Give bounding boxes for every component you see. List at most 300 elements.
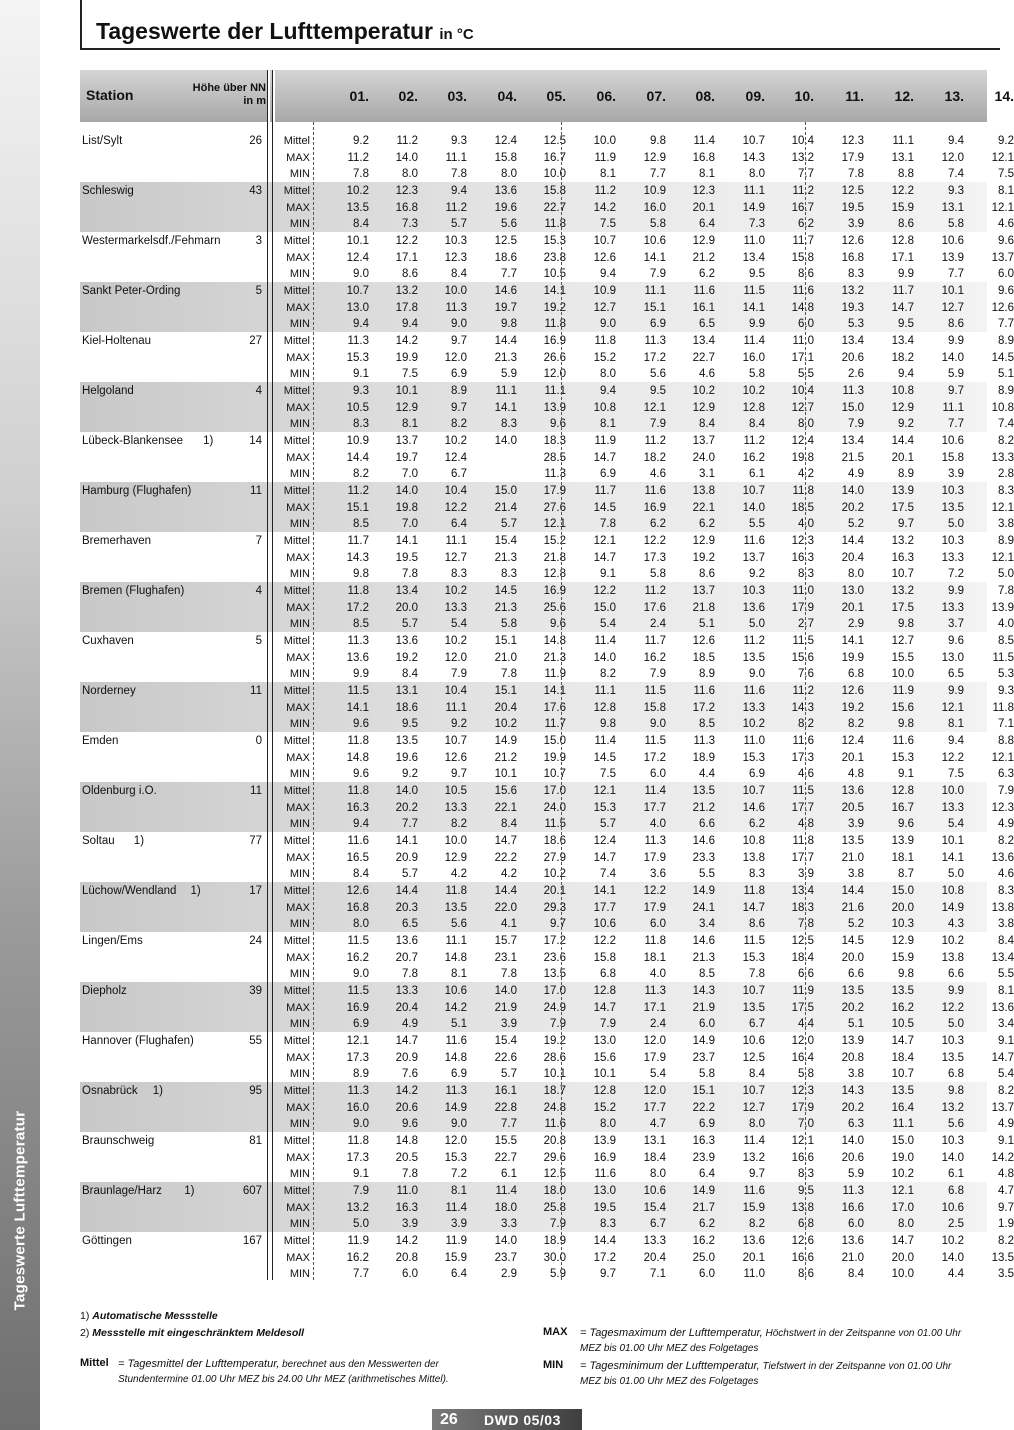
temperature-cell: 18.1	[643, 951, 666, 964]
temperature-cell: 16.6	[791, 1251, 814, 1264]
temperature-cell: 22.1	[494, 801, 517, 814]
temperature-cell: 13.6	[742, 601, 765, 614]
temperature-cell: 5.0	[353, 1218, 369, 1230]
table-row	[80, 1083, 1014, 1099]
temperature-cell: 22.1	[692, 501, 715, 514]
station-block	[80, 132, 1014, 182]
temperature-cell: 10.3	[742, 585, 765, 597]
temperature-cell: 11.8	[992, 701, 1014, 714]
temperature-cell: 7.2	[948, 568, 964, 580]
temperature-cell: 7.9	[848, 418, 864, 430]
temperature-cell: 25.0	[692, 1251, 715, 1264]
temperature-cell: 5.5	[998, 968, 1014, 980]
temperature-cell: 9.4	[402, 318, 418, 330]
row-label: Mittel	[283, 585, 310, 597]
temperature-cell: 12.0	[444, 351, 467, 364]
temperature-cell: 7.7	[501, 1118, 517, 1130]
temperature-cell: 8.2	[998, 1235, 1014, 1247]
temperature-cell: 14.5	[593, 751, 616, 764]
temperature-cell: 20.1	[841, 601, 864, 614]
temperature-cell: 14.8	[444, 951, 467, 964]
temperature-cell: 16.7	[791, 201, 814, 214]
temperature-cell: 12.4	[444, 451, 467, 464]
temperature-cell: 14.3	[346, 551, 369, 564]
table-row	[80, 283, 1014, 299]
temperature-cell: 11.8	[347, 735, 369, 747]
station-block	[80, 1182, 1014, 1232]
temperature-cell: 13.7	[991, 251, 1014, 264]
temperature-cell: 2.7	[798, 618, 814, 630]
temperature-cell: 9.0	[353, 268, 369, 280]
temperature-cell: 13.5	[692, 785, 715, 797]
temperature-cell: 11.2	[396, 135, 418, 147]
row-label: MIN	[289, 1168, 310, 1180]
temperature-cell: 24.9	[543, 1001, 566, 1014]
temperature-cell: 14.5	[494, 585, 517, 597]
temperature-cell: 12.1	[991, 751, 1014, 764]
temperature-cell: 19.7	[395, 451, 418, 464]
row-label: MIN	[289, 1018, 310, 1030]
temperature-cell: 11.3	[842, 1185, 864, 1197]
temperature-cell: 14.8	[444, 1051, 467, 1064]
row-label: MIN	[289, 968, 310, 980]
temperature-cell: 14.1	[395, 835, 418, 847]
temperature-cell: 13.9	[593, 1135, 616, 1147]
temperature-cell: 12.4	[841, 735, 864, 747]
temperature-cell: 11.3	[544, 468, 566, 480]
temperature-cell: 19.5	[395, 551, 418, 564]
temperature-cell: 21.9	[692, 1001, 715, 1014]
temperature-cell: 8.7	[898, 868, 914, 880]
temperature-cell: 16.9	[543, 585, 566, 597]
temperature-cell: 4.9	[402, 1018, 418, 1030]
temperature-cell: 10.7	[444, 735, 467, 747]
temperature-cell: 16.2	[346, 1251, 369, 1264]
temperature-cell: 10.6	[941, 435, 964, 447]
temperature-cell: 10.8	[891, 385, 914, 397]
temperature-cell: 10.3	[941, 535, 964, 547]
temperature-cell: 11.8	[743, 885, 765, 897]
row-label: Mittel	[283, 885, 310, 897]
station-block	[80, 332, 1014, 382]
temperature-cell: 5.5	[749, 518, 765, 530]
temperature-cell: 10.6	[941, 1201, 964, 1214]
row-label: MIN	[289, 718, 310, 730]
temperature-cell: 5.6	[451, 918, 467, 930]
temperature-cell: 21.3	[692, 951, 715, 964]
temperature-cell: 10.9	[346, 435, 369, 447]
temperature-cell: 15.0	[891, 885, 914, 897]
temperature-cell: 4.4	[699, 768, 715, 780]
temperature-cell: 8.0	[798, 418, 814, 430]
temperature-cell: 4.6	[798, 768, 814, 780]
temperature-cell: 13.3	[742, 701, 765, 714]
temperature-cell: 8.9	[998, 535, 1014, 547]
temperature-cell: 10.8	[742, 835, 765, 847]
temperature-cell: 18.5	[791, 501, 814, 514]
temperature-cell: 12.0	[543, 368, 566, 380]
temperature-cell: 12.7	[444, 551, 467, 564]
temperature-cell: 9.0	[353, 1118, 369, 1130]
temperature-cell: 4.2	[501, 868, 517, 880]
temperature-cell: 12.1	[991, 151, 1014, 164]
table-row	[80, 600, 1014, 616]
temperature-cell: 14.0	[395, 151, 418, 164]
temperature-cell: 18.0	[494, 1201, 517, 1214]
row-label: Mittel	[283, 685, 310, 697]
temperature-cell: 12.4	[346, 251, 369, 264]
table-row	[80, 1216, 1014, 1232]
temperature-cell: 12.5	[494, 235, 517, 247]
temperature-cell: 7.8	[749, 968, 765, 980]
temperature-cell: 3.8	[848, 1068, 864, 1080]
table-row	[80, 633, 1014, 649]
temperature-cell: 10.2	[444, 585, 467, 597]
temperature-cell: 16.2	[346, 951, 369, 964]
table-row	[80, 933, 1014, 949]
temperature-cell: 6.3	[998, 768, 1014, 780]
temperature-cell: 15.9	[891, 951, 914, 964]
temperature-cell: 11.3	[347, 1085, 369, 1097]
temperature-cell: 12.0	[643, 1085, 666, 1097]
temperature-cell: 16.8	[692, 151, 715, 164]
temperature-cell: 9.6	[948, 635, 964, 647]
temperature-cell: 5.3	[848, 318, 864, 330]
temperature-cell: 11.1	[544, 385, 566, 397]
temperature-cell: 6.9	[600, 468, 616, 480]
temperature-cell: 21.3	[494, 351, 517, 364]
station-name: Diepholz	[82, 985, 127, 997]
temperature-cell: 19.9	[395, 351, 418, 364]
table-row	[80, 1166, 1014, 1182]
row-label: MAX	[286, 951, 310, 964]
temperature-cell: 15.1	[494, 635, 517, 647]
temperature-cell: 2.5	[948, 1218, 964, 1230]
temperature-cell: 9.9	[948, 985, 964, 997]
temperature-cell: 7.7	[402, 818, 418, 830]
temperature-cell: 8.0	[749, 1118, 765, 1130]
row-label: MAX	[286, 401, 310, 414]
station-block	[80, 432, 1014, 482]
row-label: MAX	[286, 801, 310, 814]
temperature-cell: 9.3	[353, 385, 369, 397]
temperature-cell: 15.9	[742, 1201, 765, 1214]
temperature-cell: 10.2	[941, 1235, 964, 1247]
temperature-cell: 21.2	[494, 751, 517, 764]
temperature-cell: 5.8	[798, 1068, 814, 1080]
temperature-cell: 11.2	[792, 685, 814, 697]
temperature-cell: 16.6	[791, 1151, 814, 1164]
temperature-cell: 13.5	[991, 1251, 1014, 1264]
temperature-cell: 20.9	[395, 1051, 418, 1064]
temperature-cell: 13.3	[643, 1235, 666, 1247]
temperature-cell: 18.0	[543, 1185, 566, 1197]
temperature-cell: 7.8	[848, 168, 864, 180]
temperature-cell: 12.1	[991, 501, 1014, 514]
temperature-cell: 21.0	[841, 1251, 864, 1264]
temperature-cell: 19.2	[692, 551, 715, 564]
temperature-cell: 13.6	[742, 1235, 765, 1247]
temperature-cell: 14.9	[692, 1185, 715, 1197]
temperature-cell: 12.1	[593, 535, 616, 547]
temperature-cell: 10.2	[742, 718, 765, 730]
temperature-cell: 13.0	[941, 651, 964, 664]
temperature-cell: 8.6	[749, 918, 765, 930]
temperature-cell: 12.7	[742, 1101, 765, 1114]
temperature-cell: 9.6	[353, 768, 369, 780]
temperature-cell: 21.2	[692, 251, 715, 264]
temperature-cell: 21.7	[692, 1201, 715, 1214]
temperature-cell: 10.0	[941, 785, 964, 797]
temperature-cell: 7.4	[998, 418, 1014, 430]
temperature-cell: 9.1	[998, 1135, 1014, 1147]
temperature-cell: 19.5	[593, 1201, 616, 1214]
temperature-cell: 4.0	[798, 518, 814, 530]
temperature-cell: 12.8	[593, 1085, 616, 1097]
temperature-cell: 6.8	[948, 1068, 964, 1080]
temperature-cell: 17.9	[791, 1101, 814, 1114]
temperature-cell: 13.3	[941, 801, 964, 814]
temperature-cell: 14.4	[346, 451, 369, 464]
temperature-cell: 11.3	[644, 985, 666, 997]
temperature-cell: 12.2	[891, 185, 914, 197]
temperature-cell: 8.4	[353, 218, 369, 230]
temperature-cell: 6.2	[699, 518, 715, 530]
temperature-cell: 8.3	[600, 1218, 616, 1230]
temperature-cell: 14.3	[742, 151, 765, 164]
temperature-cell: 3.7	[948, 618, 964, 630]
temperature-cell: 28.6	[543, 1051, 566, 1064]
station-block	[80, 882, 1014, 932]
temperature-cell: 14.0	[841, 485, 864, 497]
station-block	[80, 1032, 1014, 1082]
temperature-cell: 15.2	[543, 535, 566, 547]
temperature-cell: 10.0	[891, 1268, 914, 1280]
temperature-cell: 12.1	[593, 785, 616, 797]
temperature-cell: 10.1	[941, 835, 964, 847]
temperature-cell: 11.6	[892, 735, 914, 747]
temperature-cell: 8.3	[998, 485, 1014, 497]
row-label: MAX	[286, 1251, 310, 1264]
temperature-cell: 10.0	[891, 668, 914, 680]
temperature-cell: 8.1	[600, 418, 616, 430]
temperature-cell: 13.7	[692, 435, 715, 447]
temperature-cell: 13.9	[941, 251, 964, 264]
temperature-cell: 11.4	[644, 785, 666, 797]
temperature-cell: 11.0	[792, 585, 814, 597]
station-name: Braunschweig	[82, 1135, 155, 1147]
temperature-cell: 17.6	[543, 701, 566, 714]
row-label: Mittel	[283, 985, 310, 997]
temperature-cell: 18.6	[494, 251, 517, 264]
temperature-cell: 7.8	[600, 518, 616, 530]
title-unit: in °C	[439, 26, 474, 43]
temperature-cell: 10.2	[494, 718, 517, 730]
temperature-cell: 11.5	[792, 785, 814, 797]
temperature-cell: 15.3	[444, 1151, 467, 1164]
temperature-cell: 9.4	[948, 735, 964, 747]
temperature-cell: 13.6	[991, 1001, 1014, 1014]
table-row	[80, 850, 1014, 866]
temperature-cell: 8.6	[948, 318, 964, 330]
temperature-cell: 18.3	[791, 901, 814, 914]
day-header-9: 09.	[745, 88, 765, 104]
temperature-cell: 12.8	[742, 401, 765, 414]
table-row	[80, 766, 1014, 782]
temperature-cell: 22.2	[494, 851, 517, 864]
temperature-cell: 8.4	[501, 818, 517, 830]
temperature-cell: 14.0	[395, 785, 418, 797]
temperature-cell: 7.2	[451, 1168, 467, 1180]
temperature-cell: 19.9	[841, 651, 864, 664]
temperature-cell: 11.0	[792, 335, 814, 347]
temperature-cell: 11.6	[445, 1035, 467, 1047]
temperature-cell: 11.3	[445, 301, 467, 314]
temperature-cell: 4.4	[798, 1018, 814, 1030]
temperature-cell: 15.1	[494, 685, 517, 697]
row-label: MIN	[289, 1268, 310, 1280]
temperature-cell: 10.2	[444, 435, 467, 447]
temperature-cell: 13.4	[841, 435, 864, 447]
row-label: MAX	[286, 651, 310, 664]
row-label: MAX	[286, 501, 310, 514]
temperature-cell: 14.8	[346, 751, 369, 764]
station-block	[80, 582, 1014, 632]
temperature-cell: 14.9	[494, 735, 517, 747]
temperature-cell: 13.6	[991, 851, 1014, 864]
temperature-cell: 13.5	[941, 501, 964, 514]
temperature-cell: 8.1	[998, 185, 1014, 197]
temperature-cell: 11.5	[743, 285, 765, 297]
table-row	[80, 1266, 1014, 1282]
temperature-cell: 9.1	[353, 1168, 369, 1180]
table-row	[80, 1050, 1014, 1066]
temperature-cell: 7.9	[650, 268, 666, 280]
row-label: Mittel	[283, 285, 310, 297]
row-label: Mittel	[283, 1085, 310, 1097]
temperature-cell: 20.1	[692, 201, 715, 214]
temperature-cell: 11.6	[644, 485, 666, 497]
row-label: MIN	[289, 568, 310, 580]
table-row	[80, 516, 1014, 532]
temperature-cell: 14.9	[692, 885, 715, 897]
station-name: Bremen (Flughafen)	[82, 585, 185, 597]
temperature-cell: 11.0	[743, 735, 765, 747]
day-header-10: 10.	[794, 88, 814, 104]
temperature-cell: 7.7	[501, 268, 517, 280]
day-header-13: 13.	[944, 88, 964, 104]
table-row	[80, 1000, 1014, 1016]
temperature-cell: 10.7	[593, 235, 616, 247]
temperature-cell: 11.5	[644, 685, 666, 697]
temperature-cell: 13.9	[841, 1035, 864, 1047]
temperature-cell: 16.0	[643, 201, 666, 214]
station-footnote-mark: 1)	[152, 1085, 163, 1097]
temperature-cell: 10.8	[991, 401, 1014, 414]
temperature-cell: 6.2	[798, 218, 814, 230]
temperature-cell: 9.7	[948, 385, 964, 397]
temperature-cell: 14.0	[941, 1251, 964, 1264]
station-height: 27	[249, 335, 262, 347]
temperature-cell: 22.6	[494, 1051, 517, 1064]
station-height: 7	[255, 535, 262, 547]
row-label: MIN	[289, 868, 310, 880]
row-label: MAX	[286, 1151, 310, 1164]
temperature-cell: 8.2	[798, 718, 814, 730]
temperature-cell: 9.1	[998, 1035, 1014, 1047]
temperature-cell: 13.7	[395, 435, 418, 447]
temperature-cell: 16.9	[643, 501, 666, 514]
temperature-cell: 13.7	[991, 1101, 1014, 1114]
temperature-cell: 11.4	[693, 135, 715, 147]
temperature-cell: 9.6	[998, 285, 1014, 297]
publication-label: DWD 05/03	[484, 1412, 561, 1428]
temperature-cell: 13.6	[494, 185, 517, 197]
row-label: MIN	[289, 318, 310, 330]
temperature-cell: 17.3	[643, 551, 666, 564]
temperature-cell: 8.4	[749, 418, 765, 430]
temperature-cell: 20.1	[742, 1251, 765, 1264]
temperature-cell: 11.8	[792, 835, 814, 847]
temperature-cell: 8.9	[353, 1068, 369, 1080]
row-label: Mittel	[283, 735, 310, 747]
station-name: Cuxhaven	[82, 635, 134, 647]
table-row	[80, 583, 1014, 599]
temperature-cell: 17.1	[791, 351, 814, 364]
temperature-cell: 8.0	[749, 168, 765, 180]
temperature-cell: 17.9	[791, 601, 814, 614]
temperature-cell: 23.8	[543, 251, 566, 264]
temperature-cell: 11.6	[743, 535, 765, 547]
station-height: 39	[249, 985, 262, 997]
temperature-cell: 10.1	[593, 1068, 616, 1080]
temperature-cell: 6.4	[451, 1268, 467, 1280]
temperature-cell: 17.7	[593, 901, 616, 914]
station-name: Braunlage/Harz	[82, 1185, 162, 1197]
temperature-cell: 17.7	[791, 851, 814, 864]
temperature-cell: 6.0	[798, 318, 814, 330]
temperature-cell: 22.0	[494, 901, 517, 914]
temperature-cell: 6.8	[848, 668, 864, 680]
temperature-cell: 6.0	[998, 268, 1014, 280]
temperature-cell: 18.2	[643, 451, 666, 464]
temperature-cell: 8.0	[600, 368, 616, 380]
temperature-cell: 6.1	[749, 468, 765, 480]
temperature-cell: 7.8	[353, 168, 369, 180]
temperature-cell: 12.5	[742, 1051, 765, 1064]
temperature-cell: 13.1	[395, 685, 418, 697]
temperature-cell: 17.2	[543, 935, 566, 947]
temperature-cell: 12.8	[891, 235, 914, 247]
temperature-cell: 13.5	[742, 651, 765, 664]
temperature-cell: 15.8	[593, 951, 616, 964]
temperature-cell: 12.1	[941, 701, 964, 714]
temperature-cell: 17.3	[346, 1151, 369, 1164]
temperature-cell: 11.4	[495, 1185, 517, 1197]
temperature-cell: 10.8	[593, 401, 616, 414]
temperature-cell: 14.2	[395, 1085, 418, 1097]
temperature-cell: 7.8	[451, 168, 467, 180]
temperature-cell: 5.5	[798, 368, 814, 380]
temperature-cell: 5.1	[451, 1018, 467, 1030]
table-row	[80, 650, 1014, 666]
temperature-cell: 14.2	[395, 335, 418, 347]
temperature-cell: 13.8	[991, 901, 1014, 914]
temperature-cell: 8.3	[798, 568, 814, 580]
temperature-cell: 12.1	[346, 1035, 369, 1047]
temperature-cell: 11.1	[445, 535, 467, 547]
station-footnote-mark: 1)	[184, 1185, 195, 1197]
